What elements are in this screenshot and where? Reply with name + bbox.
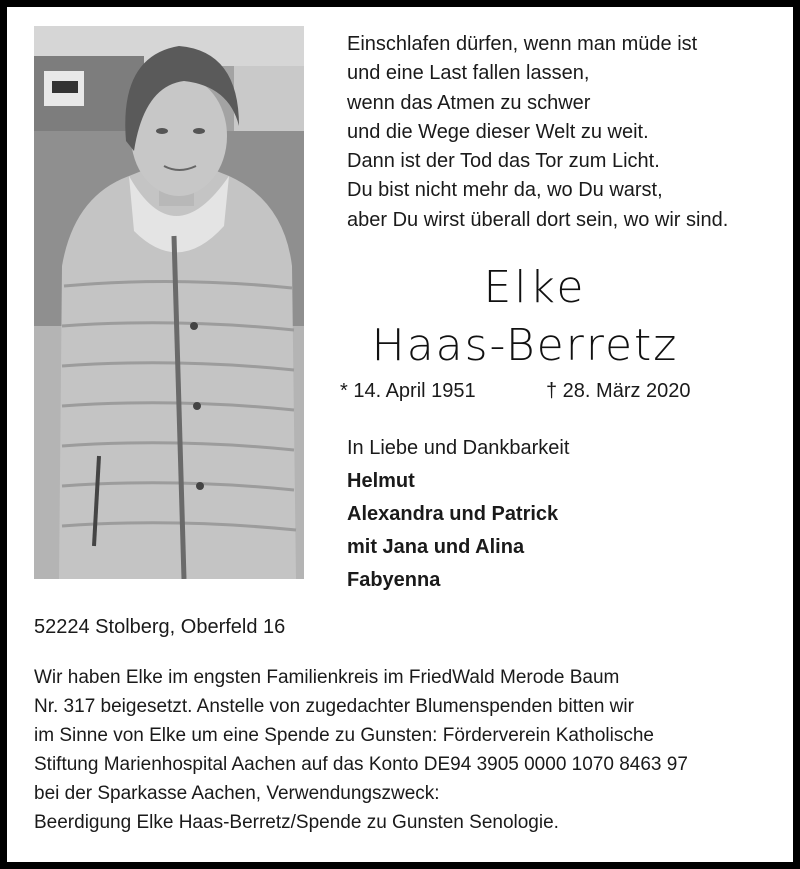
portrait-photo (34, 26, 304, 579)
notice-line: bei der Sparkasse Aachen, Verwendungszweck: (34, 783, 440, 804)
poem-line: wenn das Atmen zu schwer (347, 91, 591, 114)
notice-line: Stiftung Marienhospital Aachen auf das Konto DE94 3905 0000 1070 8463 97 (34, 754, 688, 775)
mourner-name: Fabyenna (347, 569, 441, 591)
mourner-name: mit Jana und Alina (347, 536, 525, 558)
deceased-name (340, 258, 720, 368)
poem-line: Einschlafen dürfen, wenn man müde ist (347, 33, 698, 55)
poem-line: und eine Last fallen lassen, (347, 62, 590, 85)
first-name: Elke (483, 262, 587, 313)
last-name: Haas-Berretz (371, 320, 679, 368)
mourner-name: Alexandra und Patrick (347, 503, 559, 525)
poem (347, 30, 728, 235)
notice-line: Nr. 317 beigesetzt. Anstelle von zugedachter Blumenspenden bitten wir (34, 696, 634, 717)
birth-date: * 14. April 1951 (340, 380, 476, 402)
poem-line: aber Du wirst überall dort sein, wo wir sind. (347, 208, 729, 231)
address: 52224 Stolberg, Oberfeld 16 (34, 616, 286, 638)
mourner-name: Helmut (347, 470, 415, 492)
death-date: † 28. März 2020 (546, 380, 691, 402)
poem-line: Du bist nicht mehr da, wo Du warst, (347, 179, 663, 202)
poem-line: Dann ist der Tod das Tor zum Licht. (347, 150, 660, 173)
poem-line: und die Wege dieser Welt zu weit. (347, 120, 649, 143)
notice-line: Beerdigung Elke Haas-Berretz/Spende zu Gunsten Senologie. (34, 812, 559, 833)
mourners-intro: In Liebe und Dankbarkeit (347, 437, 570, 459)
portrait-illustration (34, 26, 304, 579)
mourners (347, 432, 569, 597)
notice-line: im Sinne von Elke um eine Spende zu Gunsten: Förderverein Katholische (34, 725, 654, 746)
burial-notice (34, 663, 688, 837)
notice-line: Wir haben Elke im engsten Familienkreis im FriedWald Merode Baum (34, 667, 620, 688)
